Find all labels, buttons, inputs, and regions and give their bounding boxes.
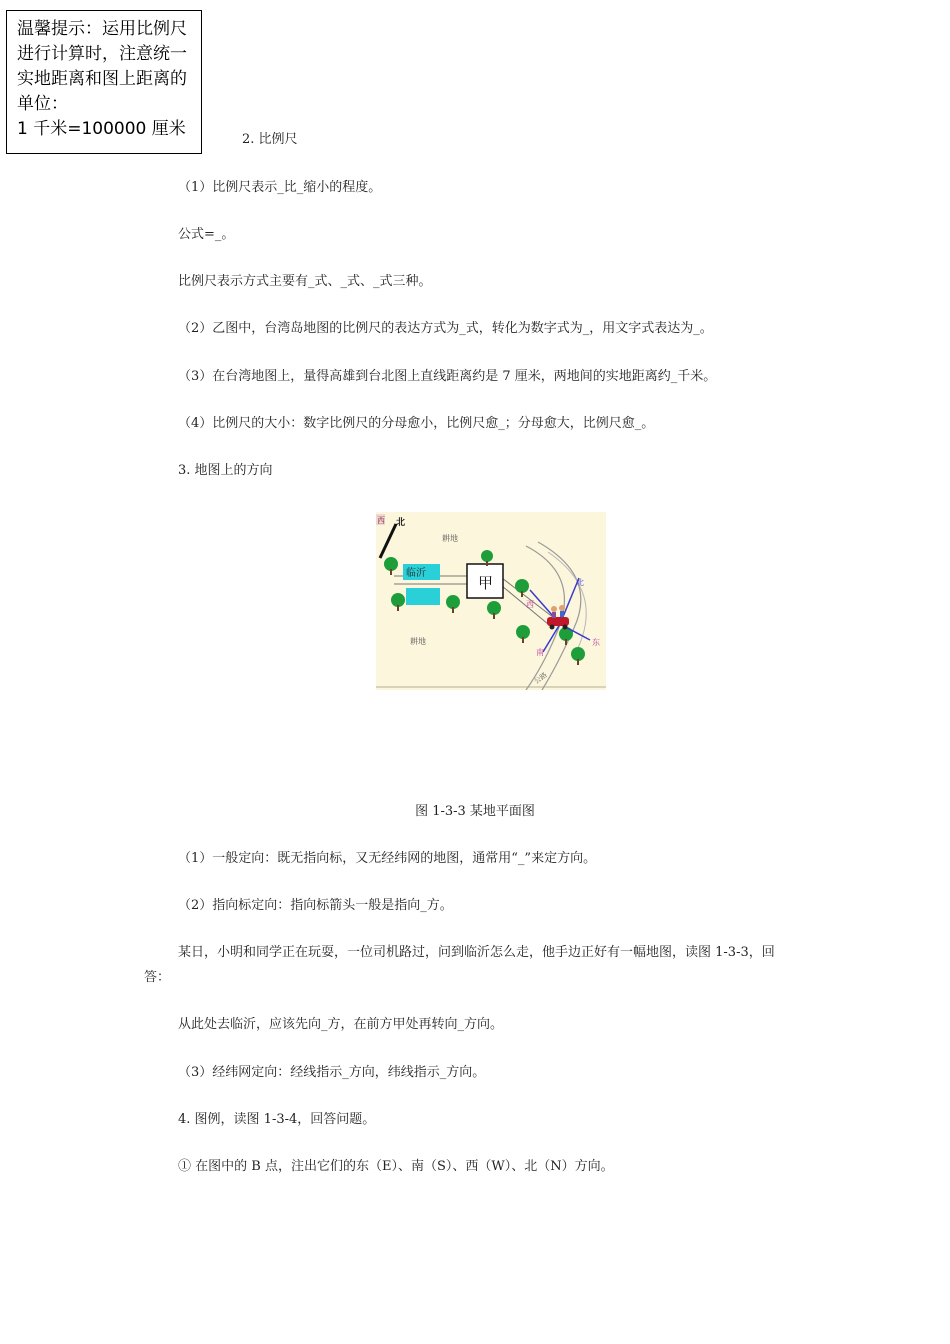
paragraph: （2）指向标定向：指向标箭头一般是指向_方。 xyxy=(178,898,453,913)
jia-label: 甲 xyxy=(478,574,494,592)
map-north-label: 北 xyxy=(396,518,406,528)
paragraph: ① 在图中的 B 点，注出它们的东（E）、南（S）、西（W）、北（N）方向。 xyxy=(178,1159,614,1174)
farmland-label: 耕地 xyxy=(410,637,426,646)
paragraph: （3）经纬网定向：经线指示_方向，纬线指示_方向。 xyxy=(178,1065,486,1080)
compass-east-label: 东 xyxy=(592,638,600,647)
compass-south-label: 南 xyxy=(536,648,544,657)
figure-caption: 图 1-3-3 某地平面图 xyxy=(415,804,535,819)
tip-line: 温馨提示：运用比例尺 xyxy=(17,19,187,39)
paragraph: （1）一般定向：既无指向标，又无经纬网的地图，通常用“_”来定方向。 xyxy=(178,851,597,866)
compass-north-label: 北 xyxy=(576,578,584,587)
tip-line: 1 千米=100000 厘米 xyxy=(17,119,186,139)
paragraph: 某日，小明和同学正在玩耍，一位司机路过，问到临沂怎么走，他手边正好有一幅地图，读图 1-3-3，回 xyxy=(178,945,775,960)
tip-line: 进行计算时，注意统一 xyxy=(17,44,187,64)
paragraph: （3）在台湾地图上，量得高雄到台北图上直线距离约是 7 厘米，两地间的实地距离约_千米。 xyxy=(178,369,717,384)
compass-west-label: 西 xyxy=(526,600,534,609)
section-heading-legend: 4. 图例，读图 1-3-4，回答问题。 xyxy=(178,1112,376,1127)
tip-line: 单位： xyxy=(17,94,68,114)
tip-line: 实地距离和图上距离的 xyxy=(17,69,187,89)
map-corner-label: 西 xyxy=(377,516,385,525)
paragraph: （2）乙图中，台湾岛地图的比例尺的表达方式为_式，转化为数字式为_，用文字式表达为_。 xyxy=(178,321,713,336)
paragraph: （4）比例尺的大小：数字比例尺的分母愈小，比例尺愈_；分母愈大，比例尺愈_。 xyxy=(178,416,655,431)
paragraph: 答： xyxy=(144,970,171,985)
tip-box xyxy=(6,10,202,154)
section-heading-scale: 2. 比例尺 xyxy=(242,132,298,147)
paragraph: 公式=_。 xyxy=(178,227,235,242)
road-label: 公路 xyxy=(532,671,549,686)
paragraph: 从此处去临沂，应该先向_方，在前方甲处再转向_方向。 xyxy=(178,1017,504,1032)
site-plan-map xyxy=(376,512,606,690)
linyi-block xyxy=(406,588,440,605)
section-heading-direction: 3. 地图上的方向 xyxy=(178,463,273,478)
paragraph: 比例尺表示方式主要有_式、_式、_式三种。 xyxy=(178,274,432,289)
paragraph: （1）比例尺表示_比_缩小的程度。 xyxy=(178,180,382,195)
linyi-label: 临沂 xyxy=(406,568,426,579)
farmland-label: 耕地 xyxy=(442,534,458,543)
